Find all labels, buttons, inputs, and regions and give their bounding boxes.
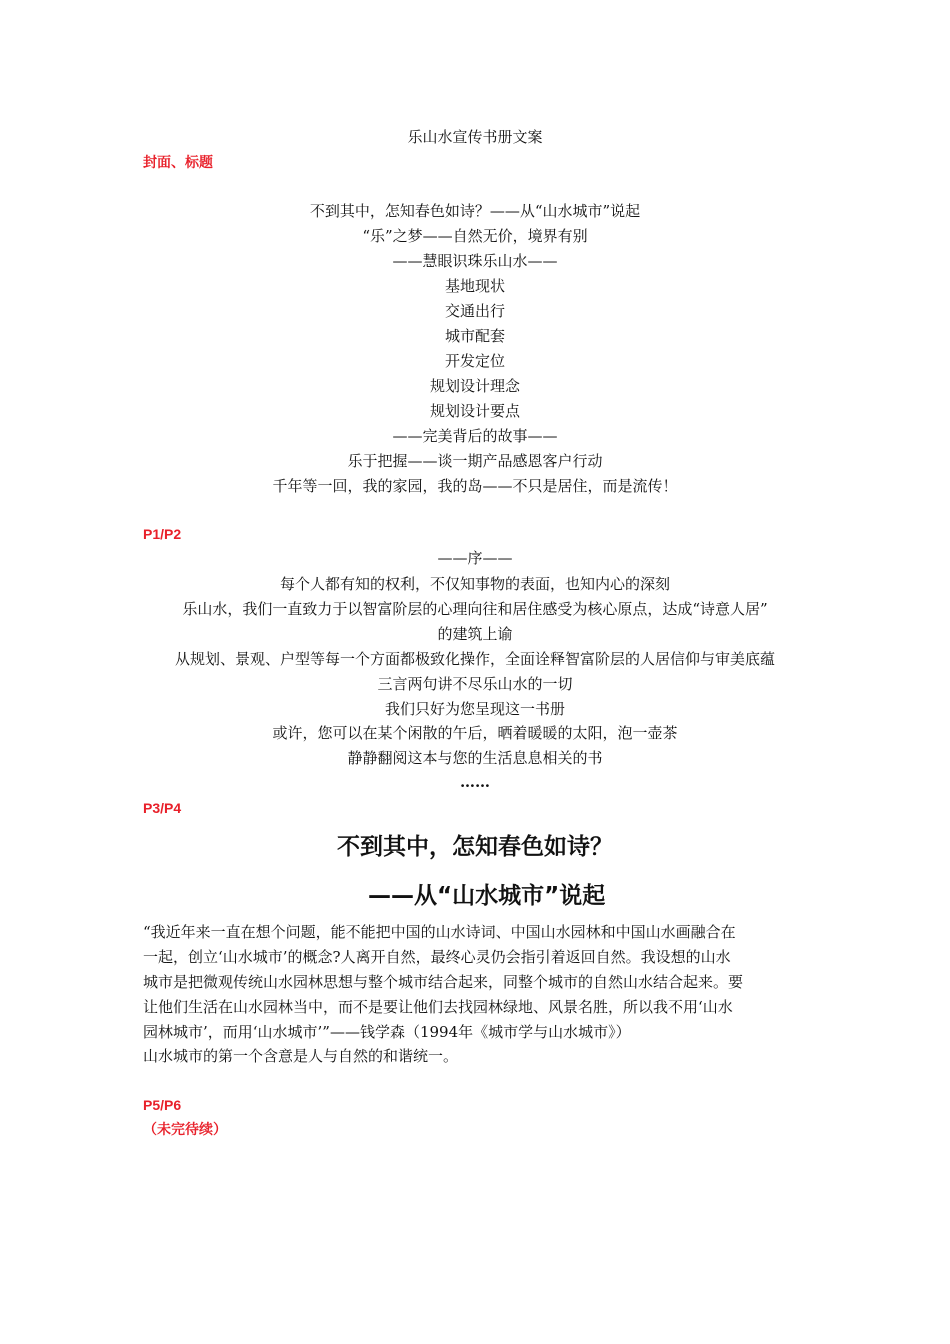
cover-line: 交通出行 <box>444 302 505 320</box>
heading-primary: 不到其中，怎知春色如诗？ <box>337 834 613 860</box>
heading-secondary: ——从“山水城市”说起 <box>368 883 606 909</box>
quote-line: 城市是把微观传统山水园林思想与整个城市结合起来，同整个城市的自然山水结合起来。要 <box>143 973 744 991</box>
body-paragraph: 山水城市的第一个含意是人与自然的和谐统一。 <box>143 1047 459 1065</box>
section-label-p1-p2: P1/P2 <box>143 526 182 542</box>
cover-line: 千年等一回，我的家园，我的岛——不只是居住，而是流传！ <box>272 477 678 495</box>
preface-line: 静静翻阅这本与您的生活息息相关的书 <box>347 749 603 767</box>
cover-line: 不到其中，怎知春色如诗？——从“山水城市”说起 <box>309 202 641 220</box>
preface-line: 的建筑上谕 <box>437 625 513 643</box>
section-label-p3-p4: P3/P4 <box>143 800 182 816</box>
cover-line: “乐”之梦——自然无价，境界有别 <box>362 227 588 245</box>
preface-line: 或许，您可以在某个闲散的午后，晒着暖暖的太阳，泡一壶茶 <box>272 724 678 742</box>
cover-line: 基地现状 <box>444 277 505 295</box>
preface-line: 我们只好为您呈现这一书册 <box>384 700 565 718</box>
section-label-cover: 封面、标题 <box>143 154 213 170</box>
section-label-p5-p6: P5/P6 <box>143 1097 182 1113</box>
quote-line: “我近年来一直在想个问题，能不能把中国的山水诗词、中国山水园林和中国山水画融合在 <box>143 923 736 941</box>
quote-line: 让他们生活在山水园林当中，而不是要让他们去找园林绿地、风景名胜，所以我不用‘山水 <box>143 998 733 1016</box>
cover-line: 城市配套 <box>444 327 505 345</box>
cover-line: 规划设计理念 <box>429 377 520 395</box>
quote-line: 园林城市’，而用‘山水城市’”——钱学森（1994年《城市学与山水城市》） <box>143 1023 631 1041</box>
preface-line: 乐山水，我们一直致力于以智富阶层的心理向往和居住感受为核心原点，达成“诗意人居” <box>182 600 768 618</box>
cover-line: ——慧眼识珠乐山水—— <box>392 252 558 270</box>
cover-line: 开发定位 <box>444 352 505 370</box>
preface-line: ——序—— <box>437 549 513 567</box>
quote-line: 一起，创立‘山水城市’的概念?人离开自然，最终心灵仍会指引着返回自然。我设想的山水 <box>143 948 731 966</box>
preface-ellipsis: …… <box>460 773 490 791</box>
preface-line: 每个人都有知的权利，不仅知事物的表面，也知内心的深刻 <box>279 575 670 593</box>
preface-line: 从规划、景观、户型等每一个方面都极致化操作，全面诠释智富阶层的人居信仰与审美底蕴 <box>174 650 775 668</box>
cover-line: 乐于把握——谈一期产品感恩客户行动 <box>347 452 603 470</box>
unfinished-note: （未完待续） <box>143 1122 227 1138</box>
preface-line: 三言两句讲不尽乐山水的一切 <box>377 675 573 693</box>
document-title: 乐山水宣传书册文案 <box>407 128 543 146</box>
cover-line: ——完美背后的故事—— <box>392 427 558 445</box>
cover-line: 规划设计要点 <box>429 402 520 420</box>
